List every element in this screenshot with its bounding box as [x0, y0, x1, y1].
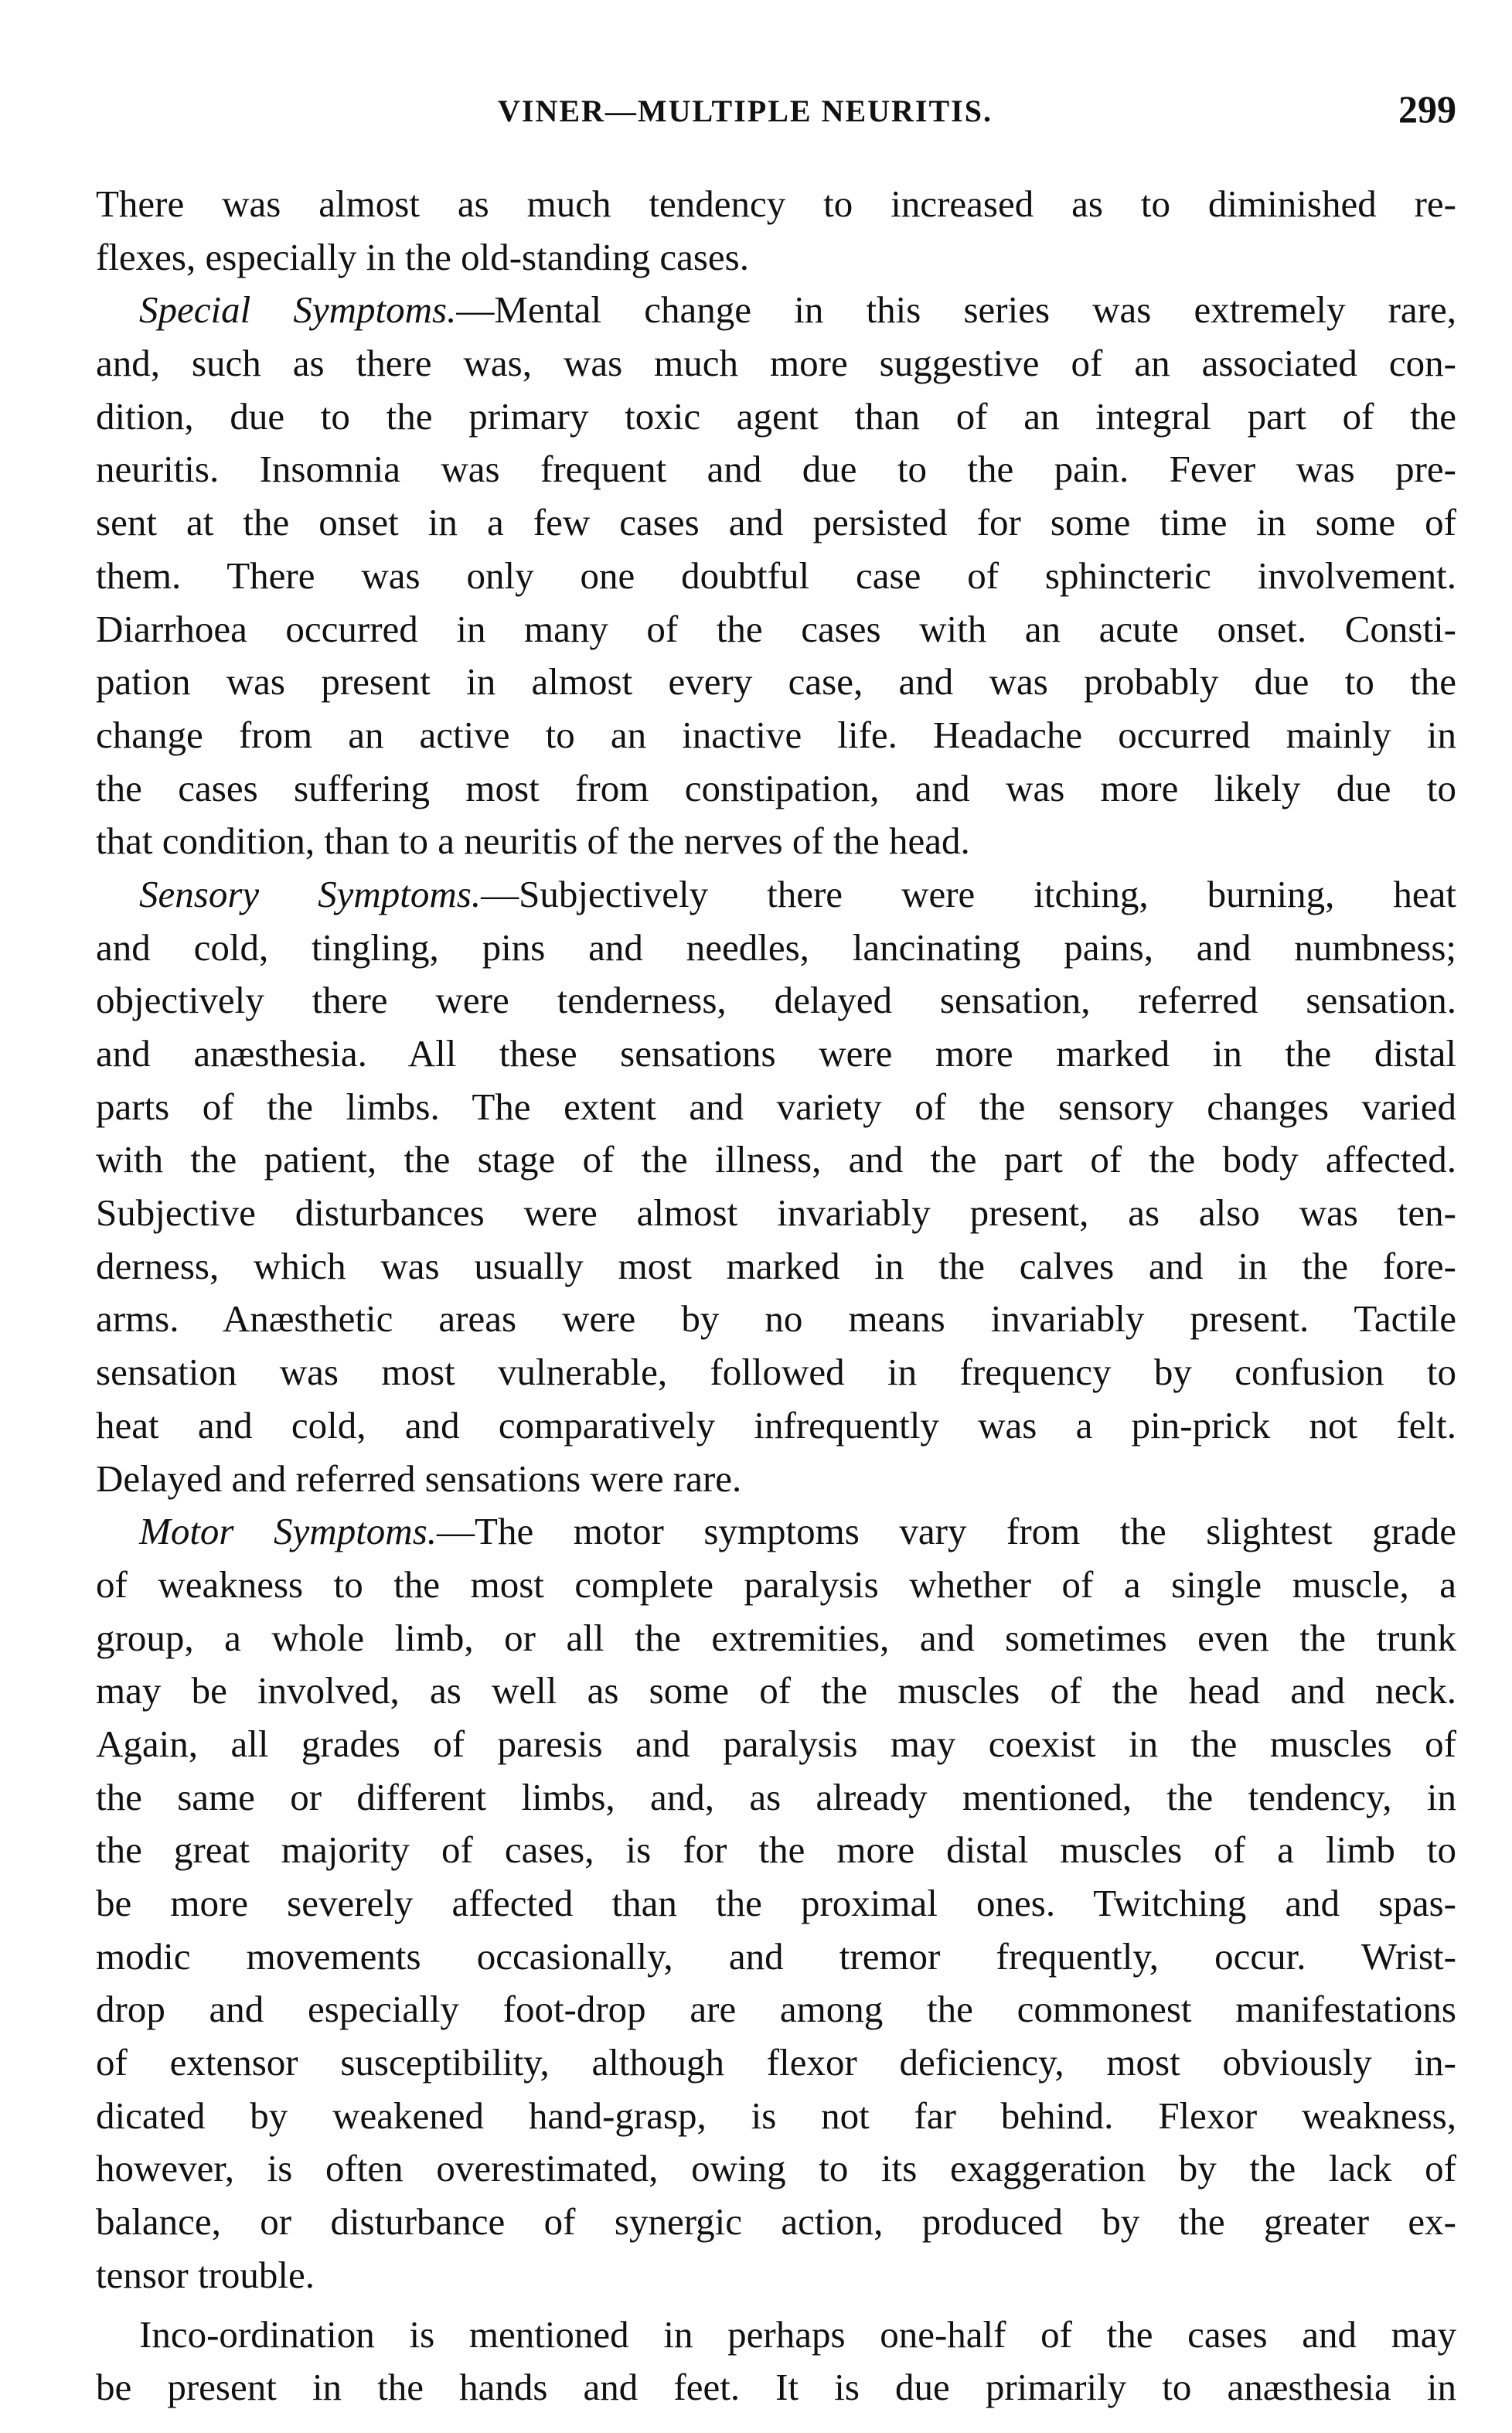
- text-line: the great majority of cases, is for the more distal muscles of a limb to: [96, 1828, 1456, 1872]
- text-line: that condition, than to a neuritis of the nerves of the head.: [96, 820, 970, 863]
- text-line: the same or different limbs, and, as already mentioned, the tendency, in: [96, 1775, 1456, 1818]
- text-line: Motor Symptoms.—The motor symptoms vary from the slightest grade: [139, 1510, 1456, 1553]
- document-page: [96, 77, 1456, 2414]
- text-line: pation was present in almost every case, and was probably due to the: [96, 660, 1456, 704]
- text-line: Again, all grades of paresis and paralysis may coexist in the muscles of: [96, 1722, 1456, 1765]
- text-line: of extensor susceptibility, although flexor deficiency, most obviously in-: [96, 2041, 1456, 2084]
- text-line: neuritis. Insomnia was frequent and due to the pain. Fever was pre-: [96, 448, 1456, 491]
- running-head: VINER—MULTIPLE NEURITIS.: [498, 94, 993, 128]
- text-line: Special Symptoms.—Mental change in this series was extremely rare,: [139, 288, 1456, 332]
- text-line: heat and cold, and comparatively infrequently was a pin-prick not felt.: [96, 1403, 1456, 1447]
- text-line: sent at the onset in a few cases and persisted for some time in some of: [96, 501, 1456, 544]
- page-number: 299: [1398, 87, 1456, 131]
- text-line: Subjective disturbances were almost invariably present, as also was ten-: [96, 1191, 1456, 1235]
- text-line: them. There was only one doubtful case of sphincteric involvement.: [96, 554, 1456, 597]
- text-line: the cases suffering most from constipation, and was more likely due to: [96, 766, 1456, 809]
- text-line: balance, or disturbance of synergic action, produced by the greater ex-: [96, 2200, 1456, 2244]
- text-line: dicated by weakened hand-grasp, is not far behind. Flexor weakness,: [96, 2094, 1456, 2137]
- text-line: be more severely affected than the proximal ones. Twitching and spas-: [96, 1882, 1456, 1924]
- text-line: change from an active to an inactive life. Headache occurred mainly in: [96, 713, 1456, 756]
- text-line: Inco-ordination is mentioned in perhaps one-half of the cases and may: [139, 2312, 1456, 2356]
- text-line: may be involved, as well as some of the muscles of the head and neck.: [96, 1669, 1456, 1712]
- text-line: objectively there were tenderness, delayed sensation, referred sensation.: [96, 979, 1456, 1022]
- text-line: tensor trouble.: [96, 2253, 315, 2296]
- text-line: however, is often overestimated, owing to its exaggeration by the lack of: [96, 2147, 1456, 2190]
- text-line: and cold, tingling, pins and needles, lancinating pains, and numbness;: [96, 925, 1456, 969]
- text-line: flexes, especially in the old-standing cases.: [96, 235, 749, 278]
- text-line: Diarrhoea occurred in many of the cases with an acute onset. Consti-: [96, 607, 1456, 650]
- section-heading: Special Symptoms.: [139, 288, 457, 332]
- text-line: Sensory Symptoms.—Subjectively there were itching, burning, heat: [139, 872, 1456, 915]
- text-line: There was almost as much tendency to increased as to diminished re-: [96, 182, 1456, 225]
- text-line: parts of the limbs. The extent and variety of the sensory changes varied: [96, 1085, 1456, 1128]
- text-line: arms. Anæsthetic areas were by no means invariably present. Tactile: [96, 1297, 1456, 1341]
- section-heading: Sensory Symptoms.: [139, 872, 482, 915]
- text-line: modic movements occasionally, and tremor frequently, occur. Wrist-: [96, 1934, 1456, 1978]
- text-line: and, such as there was, was much more suggestive of an associated con-: [96, 342, 1456, 385]
- text-line: sensation was most vulnerable, followed in frequency by confusion to: [96, 1351, 1456, 1394]
- text-line: group, a whole limb, or all the extremities, and sometimes even the trunk: [96, 1616, 1456, 1659]
- text-line: Delayed and referred sensations were rare.: [96, 1457, 742, 1500]
- text-line: and anæsthesia. All these sensations were more marked in the distal: [96, 1032, 1456, 1075]
- text-line: with the patient, the stage of the illness, and the part of the body affected.: [96, 1138, 1456, 1181]
- paragraph-gap: [96, 2302, 1456, 2309]
- text-line: derness, which was usually most marked in the calves and in the fore-: [96, 1244, 1456, 1287]
- text-line: dition, due to the primary toxic agent than of an integral part of the: [96, 394, 1456, 438]
- page-header: [96, 77, 1456, 147]
- text-line: drop and especially foot-drop are among the commonest manifestations: [96, 1988, 1456, 2031]
- body-text: [96, 178, 1456, 2414]
- text-line: be present in the hands and feet. It is due primarily to anæsthesia in: [96, 2366, 1456, 2409]
- text-line: of weakness to the most complete paralysis whether of a single muscle, a: [96, 1562, 1456, 1606]
- section-heading: Motor Symptoms.: [139, 1510, 438, 1553]
